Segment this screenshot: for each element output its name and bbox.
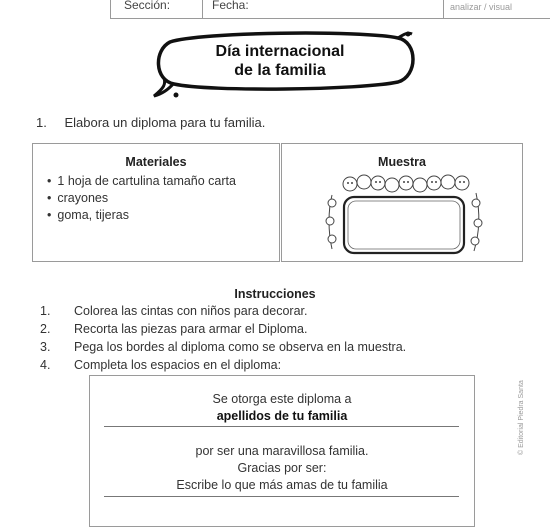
divider	[104, 496, 459, 497]
divider	[104, 426, 459, 427]
sample-box	[281, 143, 523, 262]
fecha-label: Fecha:	[212, 0, 249, 12]
title-banner	[140, 28, 420, 100]
diploma-line-5: Escribe lo que más amas de tu familia	[176, 478, 388, 492]
diploma-line-3: por ser una maravillosa familia.	[195, 444, 369, 458]
list-item: • crayones	[47, 190, 236, 207]
step-one: 1. Elabora un diploma para tu familia.	[36, 115, 266, 130]
diploma-line-1: Se otorga este diploma a	[212, 392, 352, 406]
page-title: Día internacional de la familia	[215, 43, 345, 79]
seccion-label: Sección:	[124, 0, 171, 12]
diploma-line-4: Gracias por ser:	[237, 461, 327, 475]
diploma-sample-illustration	[324, 171, 484, 259]
materials-list	[47, 173, 236, 224]
diploma-box	[89, 375, 475, 527]
sample-heading: Muestra	[378, 155, 426, 169]
materials-heading: Materiales	[125, 155, 187, 169]
header-strip	[110, 0, 550, 19]
list-item: • goma, tijeras	[47, 207, 236, 224]
instructions-heading: Instrucciones	[234, 287, 316, 301]
skill-tags: analizar / visual	[450, 2, 513, 12]
copyright-note: © Editorial Piedra Santa	[518, 380, 525, 455]
materials-box	[32, 143, 280, 262]
diploma-family-name: apellidos de tu familia	[216, 409, 348, 423]
list-item: • 1 hoja de cartulina tamaño carta	[47, 173, 236, 190]
